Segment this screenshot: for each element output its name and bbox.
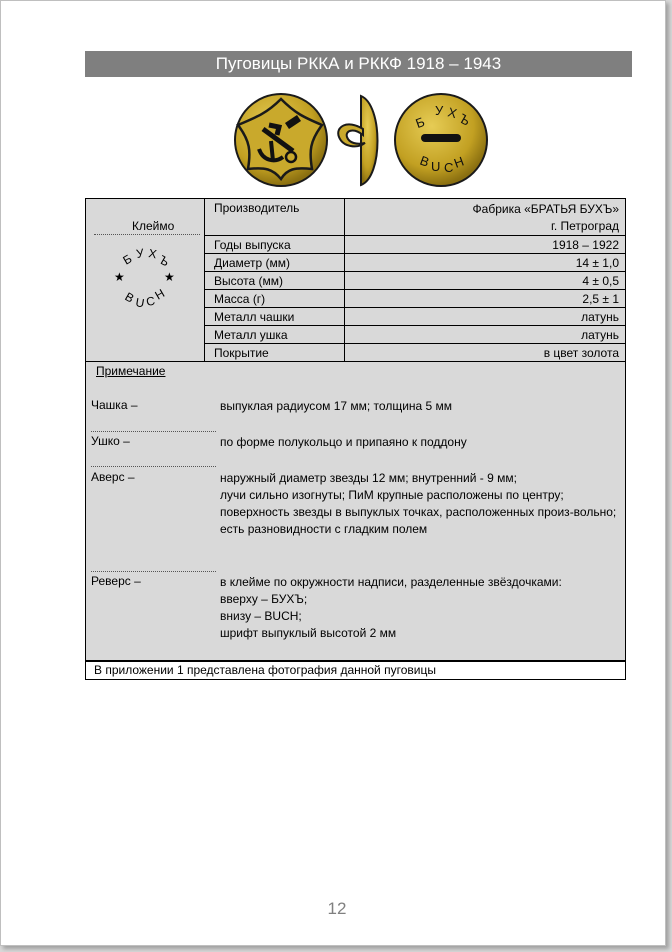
stamp-label: Клеймо [132, 219, 175, 233]
svg-text:Ъ: Ъ [156, 252, 172, 270]
note-label: Аверс – [91, 470, 135, 484]
row-value: 4 ± 0,5 [345, 272, 626, 290]
divider [94, 234, 200, 235]
row-key: Покрытие [205, 344, 345, 362]
button-avers-icon [235, 94, 327, 186]
note-line: поверхность звезды в выпуклых точках, расположенных произ-вольно; [220, 505, 617, 519]
row-value: латунь [345, 308, 626, 326]
stamp-cell [86, 199, 205, 362]
note-line: выпуклая радиусом 17 мм; толщина 5 мм [220, 399, 453, 413]
svg-text:У: У [435, 103, 444, 118]
page-number: 12 [327, 899, 347, 918]
button-revers-icon [395, 94, 487, 186]
note-label: Ушко – [91, 434, 130, 448]
notes-heading: Примечание [96, 364, 166, 378]
svg-text:C: C [145, 293, 157, 309]
row-key: Металл ушка [205, 326, 345, 344]
manufacturer-city: г. Петроград [550, 219, 619, 233]
svg-text:U: U [134, 295, 146, 311]
note-line: шрифт выпуклый высотой 2 мм [220, 626, 397, 640]
svg-text:H: H [152, 286, 168, 303]
row-key: Масса (г) [205, 290, 345, 308]
row-key: Годы выпуска [205, 236, 345, 254]
note-text [220, 574, 624, 642]
note-line: в клейме по окружности надписи, разделенные звёздочками: [220, 575, 562, 589]
row-value: латунь [345, 326, 626, 344]
row-value: 14 ± 1,0 [345, 254, 626, 272]
note-line: вверху – БУХЪ; [220, 592, 308, 606]
row-value [345, 199, 626, 236]
svg-text:★: ★ [164, 270, 175, 284]
svg-text:C: C [444, 160, 454, 175]
note-label: Реверс – [91, 574, 141, 588]
row-value: в цвет золота [345, 344, 626, 362]
manufacturer-name: Фабрика «БРАТЬЯ БУХЪ» [472, 202, 619, 216]
svg-text:H: H [451, 153, 466, 171]
svg-text:Х: Х [147, 246, 158, 262]
svg-text:U: U [431, 159, 441, 174]
row-value: 2,5 ± 1 [345, 290, 626, 308]
svg-text:Х: Х [446, 104, 459, 122]
row-key: Металл чашки [205, 308, 345, 326]
notes-section [85, 362, 626, 661]
svg-text:Б: Б [120, 251, 135, 268]
svg-text:Б: Б [413, 114, 427, 132]
note-text [220, 470, 624, 538]
page-title: Пуговицы РККА и РККФ 1918 – 1943 [85, 51, 632, 77]
specs-table [85, 198, 626, 362]
row-key: Высота (мм) [205, 272, 345, 290]
button-side-icon [338, 96, 377, 185]
divider [91, 431, 216, 432]
stamp-icon [106, 239, 186, 319]
note-line: наружный диаметр звезды 12 мм; внутренний - 9 мм; [220, 471, 517, 485]
svg-text:У: У [135, 245, 146, 261]
note-line: внизу – BUCH; [220, 609, 302, 623]
note-text [220, 398, 624, 415]
button-images [1, 1, 672, 201]
note-line: есть разновидности с гладким полем [220, 522, 428, 536]
svg-text:B: B [417, 152, 432, 170]
note-line: по форме полукольцо и припаяно к поддону [220, 435, 467, 449]
row-key: Производитель [205, 199, 345, 236]
row-key: Диаметр (мм) [205, 254, 345, 272]
appendix-note: В приложении 1 представлена фотография данной пуговицы [85, 661, 626, 680]
svg-text:B: B [122, 289, 137, 306]
divider [91, 571, 216, 572]
note-text [220, 434, 624, 451]
svg-text:Ъ: Ъ [456, 110, 473, 129]
svg-text:★: ★ [114, 270, 125, 284]
note-label: Чашка – [91, 398, 138, 412]
note-line: лучи сильно изогнуты; ПиМ крупные расположены по центру; [220, 488, 564, 502]
row-value: 1918 – 1922 [345, 236, 626, 254]
divider [91, 466, 216, 467]
